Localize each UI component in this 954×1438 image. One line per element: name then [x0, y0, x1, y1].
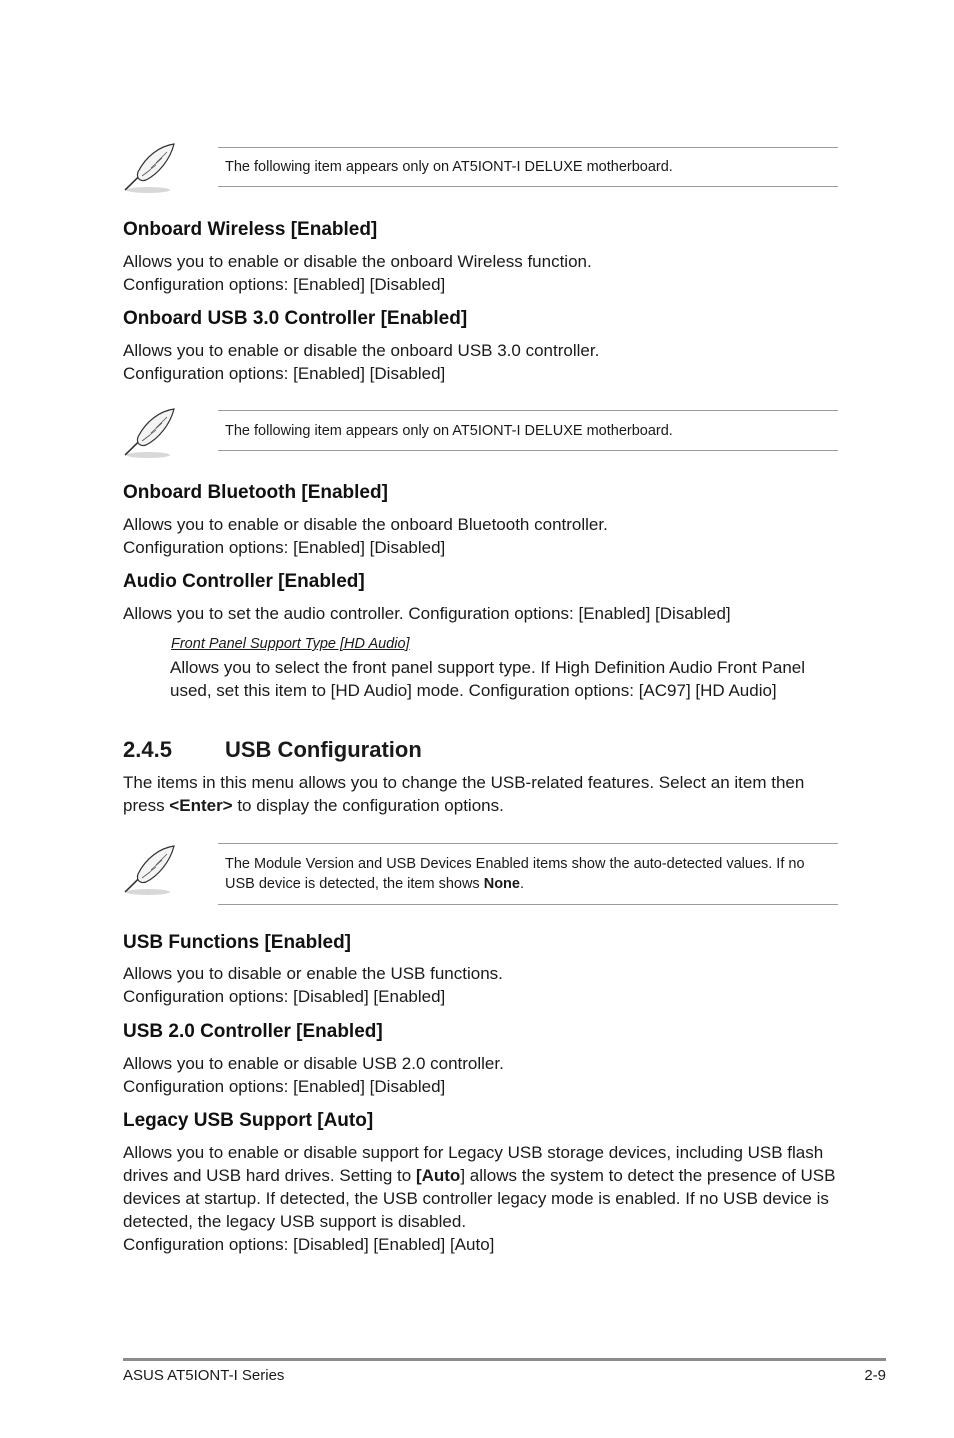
item-title: Onboard USB 3.0 Controller [Enabled]: [123, 308, 468, 329]
note-box: [218, 147, 838, 187]
item-desc: [123, 250, 843, 296]
item-line: Allows you to enable or disable USB 2.0 controller.: [123, 1054, 504, 1073]
item-title: Legacy USB Support [Auto]: [123, 1110, 374, 1131]
item-title: USB Functions [Enabled]: [123, 932, 351, 953]
note-feather-icon: [120, 405, 180, 461]
footer-product: ASUS AT5IONT-I Series: [123, 1367, 285, 1384]
note-box: [218, 410, 838, 451]
subitem-title: Front Panel Support Type [HD Audio]: [171, 636, 410, 652]
note-box: [218, 843, 838, 905]
note-text: The Module Version and USB Devices Enabled items show the auto-detected values. If no USB device is detected, the item shows None.: [225, 856, 805, 892]
item-title: Onboard Wireless [Enabled]: [123, 219, 378, 240]
item-options: Configuration options: [Enabled] [Disabled]: [123, 364, 446, 383]
item-line: Allows you to enable or disable support for Legacy USB storage devices, including USB flash drives and USB hard drives. Setting to [Auto] allows the system to detect the presence of USB devices at startup. If detected, the USB controller legacy mode is enabled. If no USB device is detected, the legacy USB support is disabled.: [123, 1143, 836, 1231]
section-number: 2.4.5: [123, 737, 172, 762]
note-feather-icon: [120, 842, 180, 898]
item-line: Allows you to enable or disable the onboard Wireless function.: [123, 252, 592, 271]
section-intro: The items in this menu allows you to change the USB-related features. Select an item then press <Enter> to display the configuration options.: [123, 773, 805, 815]
item-desc: [123, 339, 843, 385]
note-text: The following item appears only on AT5IONT-I DELUXE motherboard.: [225, 422, 673, 439]
item-options: Configuration options: [Disabled] [Enabled]: [123, 987, 446, 1006]
subitem-desc: Allows you to select the front panel support type. If High Definition Audio Front Panel used, set this item to [HD Audio] mode. Configuration options: [AC97] [HD Audio]: [170, 658, 806, 700]
item-desc: [123, 513, 843, 559]
item-line: Allows you to enable or disable the onboard Bluetooth controller.: [123, 515, 608, 534]
item-line: Allows you to set the audio controller. Configuration options: [Enabled] [Disabled]: [123, 604, 731, 623]
item-desc: [123, 1052, 843, 1098]
footer-rule: [123, 1358, 886, 1361]
note-text: The following item appears only on AT5IONT-I DELUXE motherboard.: [225, 159, 673, 175]
note-feather-icon: [120, 140, 180, 196]
item-desc: [123, 602, 843, 625]
page-number: 2-9: [864, 1367, 886, 1384]
item-title: Onboard Bluetooth [Enabled]: [123, 482, 388, 503]
item-options: Configuration options: [Disabled] [Enabled] [Auto]: [123, 1235, 495, 1254]
item-line: Allows you to disable or enable the USB functions.: [123, 964, 503, 983]
item-desc: [123, 962, 843, 1008]
item-desc: [123, 1141, 841, 1256]
section-title: USB Configuration: [225, 737, 422, 762]
item-line: Allows you to enable or disable the onboard USB 3.0 controller.: [123, 341, 600, 360]
item-options: Configuration options: [Enabled] [Disabled]: [123, 275, 446, 294]
item-title: Audio Controller [Enabled]: [123, 571, 365, 592]
item-title: USB 2.0 Controller [Enabled]: [123, 1021, 383, 1042]
item-options: Configuration options: [Enabled] [Disabled]: [123, 538, 446, 557]
item-options: Configuration options: [Enabled] [Disabled]: [123, 1077, 446, 1096]
